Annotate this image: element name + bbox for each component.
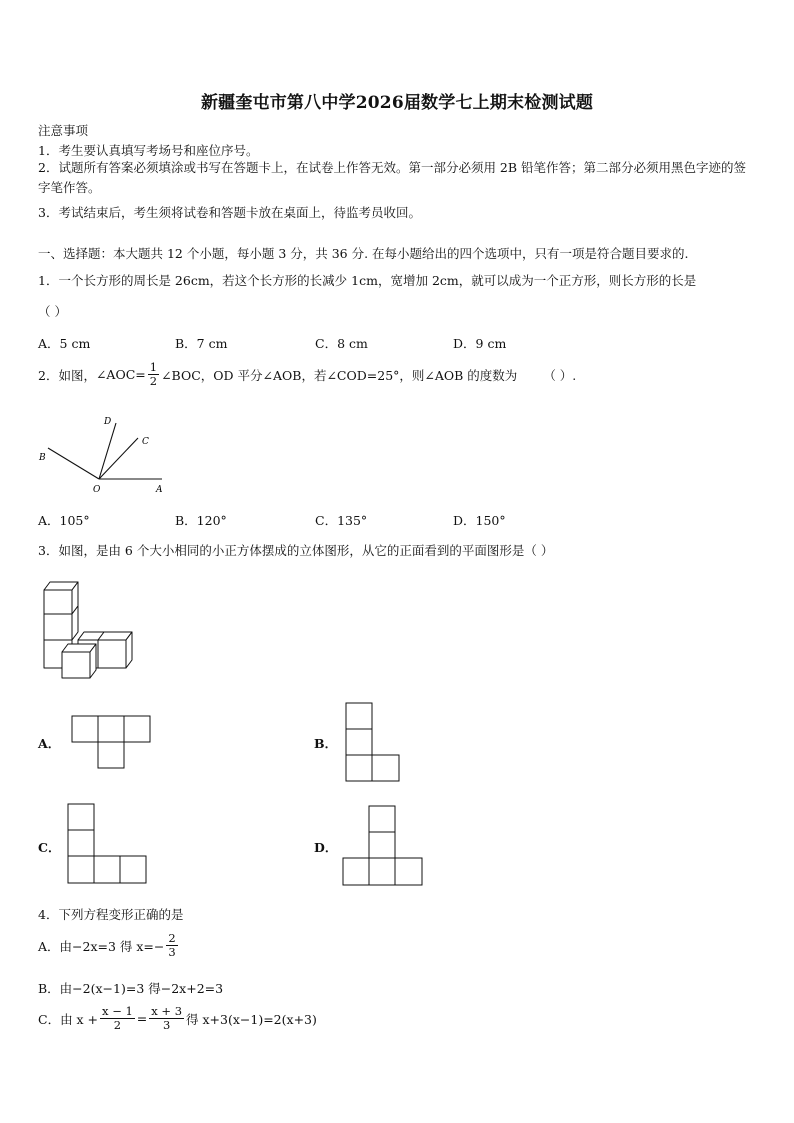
ray-ob <box>48 448 99 479</box>
notice-item-2: 2．试题所有答案必须填涂或书写在答题卡上，在试卷上作答无效。第一部分必须用 2B 铅笔作答；第二部分必须用黑色字迹的签字笔作答。 <box>38 160 747 195</box>
square <box>72 716 98 742</box>
square <box>120 856 146 883</box>
question-2-text <box>38 361 576 388</box>
q3-option-a-label: A． <box>38 736 61 751</box>
square <box>346 703 372 729</box>
question-1-text: 1．一个长方形的周长是 26cm，若这个长方形的长减少 1cm，宽增加 2cm，就可以成为一个正方形，则长方形的长是 <box>38 273 697 288</box>
cube-front-face <box>44 614 72 640</box>
q4-option-a-fraction <box>166 932 177 959</box>
q4-a-den: 3 <box>168 945 176 959</box>
label-c: C <box>142 437 149 447</box>
q4-c-num1: x − 1 <box>102 1004 133 1018</box>
q3-option-b-label: B． <box>314 736 338 751</box>
q4-c-fraction-2 <box>149 1005 184 1032</box>
page-title: 新疆奎屯市第八中学2026届数学七上期末检测试题 <box>200 93 594 113</box>
q2-fraction <box>148 361 159 388</box>
q4-c-den2: 3 <box>162 1018 171 1032</box>
label-a: A <box>156 485 163 495</box>
q2-option-c: C．135° <box>315 513 368 528</box>
q4-c-fraction-1 <box>100 1005 135 1032</box>
cube-front-face <box>62 652 90 678</box>
label-b: B <box>39 453 46 463</box>
q1-option-a: A．5 cm <box>38 336 91 351</box>
square <box>98 716 124 742</box>
q4-a-num: 2 <box>168 931 176 945</box>
q3-option-b-figure <box>345 702 403 784</box>
q1-option-d: D．9 cm <box>453 336 507 351</box>
square <box>346 755 372 781</box>
label-o: O <box>93 485 101 495</box>
label-d: D <box>104 417 112 427</box>
q3-option-d-label: D． <box>314 840 338 855</box>
square <box>369 832 395 858</box>
square <box>68 856 94 883</box>
q3-option-c-label: C． <box>38 840 61 855</box>
cube-front-face <box>44 590 72 614</box>
q3-option-d-figure <box>342 805 426 887</box>
notice-heading: 注意事项 <box>38 123 89 138</box>
square <box>369 858 395 885</box>
notice-item-3: 3．考试结束后，考生须将试卷和答题卡放在桌面上，待监考员收回。 <box>38 205 421 220</box>
q4-option-c <box>38 1005 317 1032</box>
square <box>372 755 399 781</box>
square <box>395 858 422 885</box>
q2-paren: （ ）. <box>543 367 577 383</box>
square <box>124 716 150 742</box>
square <box>68 830 94 856</box>
square <box>94 856 120 883</box>
q4-option-a <box>38 932 180 959</box>
square <box>343 858 369 885</box>
question-1-paren: （ ） <box>38 304 67 319</box>
q1-option-c: C．8 cm <box>315 336 368 351</box>
square <box>68 804 94 830</box>
q4-c-prefix: C．由 x + <box>38 1011 99 1027</box>
q4-option-b: B．由−2(x−1)=3 得−2x+2=3 <box>38 981 224 996</box>
cube-front-face <box>98 640 126 668</box>
q1-option-b: B．7 cm <box>175 336 228 351</box>
q2-prefix: 2．如图， <box>38 367 96 383</box>
q2-option-a: A．105° <box>38 513 90 528</box>
angle-figure <box>36 412 176 498</box>
q2-option-b: B．120° <box>175 513 227 528</box>
q2-frac-den: 2 <box>149 374 158 388</box>
q3-option-c-figure <box>67 803 151 885</box>
section-heading: 一、选择题：本大题共 12 个小题，每小题 3 分，共 36 分. 在每小题给出的四个选项中，只有一项是符合题目要求的. <box>38 246 689 261</box>
square <box>346 729 372 755</box>
q4-option-a-prefix: A．由−2x=3 得 x=− <box>38 938 165 954</box>
cube-stack-figure <box>36 572 138 682</box>
q4-c-equals: = <box>136 1011 148 1026</box>
question-4-text: 4．下列方程变形正确的是 <box>38 907 184 922</box>
q2-rest: ∠BOC，OD 平分∠AOB，若∠COD=25°，则∠AOB 的度数为 <box>161 367 518 383</box>
question-3-text: 3．如图，是由 6 个大小相同的小正方体摆成的立体图形，从它的正面看到的平面图形是（ ） <box>38 543 554 558</box>
q2-frac-num: 1 <box>149 360 158 374</box>
notice-item-1: 1．考生要认真填写考场号和座位序号。 <box>38 143 259 158</box>
q3-option-a-figure <box>71 715 153 770</box>
q2-option-d: D．150° <box>453 513 506 528</box>
q2-angle-aoc: ∠AOC= <box>95 367 146 382</box>
q4-c-num2: x + 3 <box>151 1004 183 1018</box>
q4-c-suffix: 得 x+3(x−1)=2(x+3) <box>186 1011 317 1027</box>
square <box>98 742 124 768</box>
square <box>369 806 395 832</box>
q4-c-den1: 2 <box>113 1018 122 1032</box>
